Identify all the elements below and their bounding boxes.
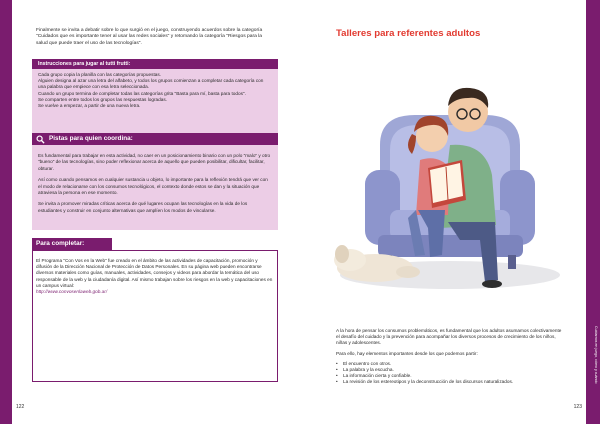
completar-title: Para completar: bbox=[32, 238, 112, 250]
intro-paragraph: Finalmente se invita a debatir sobre lo que surgió en el juego, construyendo acuerdos sobre la categoría "Cuidados que es importante tener al usar las redes sociales" y retomando la categoría "Riesgos para la salud que puede traer el uso de las tecnologías". bbox=[36, 28, 263, 46]
completar-body bbox=[36, 258, 274, 295]
pistas-box bbox=[32, 133, 278, 230]
page-number-left: 122 bbox=[16, 404, 25, 410]
instruction-line: Cada grupo copia la planilla con las categorías propuestas. bbox=[38, 72, 161, 77]
list-item: • La revisión de los estereotipos y la deconstrucción de los discursos naturalizados. bbox=[336, 379, 566, 385]
pistas-body bbox=[32, 145, 278, 227]
list-item: • La palabra y la escucha. bbox=[336, 367, 566, 373]
completar-text: El Programa "Con Vos en la Web" fue creado en el ámbito de las actividades de capacitación, promoción y difusión de la Dirección Nacional de Protección de Datos Personales. En su página web pueden encontrarse diversos materiales como guías, manuales, actividades, consejos y videos para abordar la temática del uso responsable de la web y la ciudadanía digital. Así mismo trabajan sobre los riesgos en la web y capacitaciones en un campus virtual: bbox=[36, 258, 273, 288]
reading-illustration bbox=[320, 50, 570, 300]
pistas-title: Pistas para quien coordina: bbox=[49, 135, 133, 142]
left-margin-band bbox=[0, 0, 12, 424]
instruction-line: Se vuelve a empezar, a partir de una nueva letra. bbox=[38, 103, 141, 109]
instruction-line: Cuando un grupo termina de completar todas las categorías grita "Basta para mí, basta para todos". bbox=[38, 90, 246, 96]
side-label: Cuidarnos en juego, cómo y cuándo bbox=[594, 326, 598, 384]
program-link[interactable]: http://www.convosenlaweb.gob.ar/ bbox=[36, 289, 108, 295]
page-title: Talleres para referentes adultos bbox=[336, 28, 481, 39]
pistas-paragraph: Se invita a promover miradas críticas acerca de qué lugares ocupan las tecnologías en la vida de los estudiantes y construir en conjunto alternativas que amplíen los modos de vincularse. bbox=[38, 201, 248, 213]
right-paragraph: A la hora de pensar los consumos problemáticos, es fundamental que los adultos asumamos colectivamente el desafío del cuidado y la prevención para acompañar los diversos procesos de crecimiento de los niños, niñas y adolescentes. bbox=[336, 328, 562, 346]
pistas-paragraph: Es fundamental para trabajar en esta actividad, no caer en un posicionamiento binario con un polo "malo" y otro "bueno" de las tecnologías, sino poder reflexionar acerca de aquello que pueden posibilitar, dificultar, facilitar, obturar. bbox=[38, 153, 271, 171]
right-body-text bbox=[336, 328, 566, 386]
list-item: • La información cierta y confiable. bbox=[336, 373, 566, 379]
page-number-right: 123 bbox=[573, 404, 582, 410]
pistas-paragraph: Así como cuando pensamos en cualquier sustancia u objeto, lo importante para la reflexión tendrá que ver con el modo de relacionarse con los consumos tecnológicos, el contexto donde estos se dan y la situación que atraviesa la persona en ese momento. bbox=[38, 177, 268, 196]
instructions-box bbox=[32, 59, 278, 143]
instruction-line: Se comparten entre todos los grupos las respuestas logradas. bbox=[38, 96, 167, 102]
elements-list bbox=[336, 361, 566, 386]
magnifier-icon bbox=[36, 135, 45, 144]
instructions-title: Instrucciones para jugar al tutti frutti: bbox=[32, 59, 278, 69]
list-item: • El encuentro con otros. bbox=[336, 361, 566, 367]
right-paragraph: Para ello, hay elementos importantes desde los que podemos partir: bbox=[336, 350, 478, 356]
instructions-body bbox=[32, 69, 278, 112]
instruction-line: Alguien designa al azar una letra del alfabeto, y todos los grupos comienzan a completar cada categoría con una palabra que empiece con esa letra seleccionada. bbox=[38, 78, 264, 90]
pistas-header bbox=[32, 133, 278, 145]
